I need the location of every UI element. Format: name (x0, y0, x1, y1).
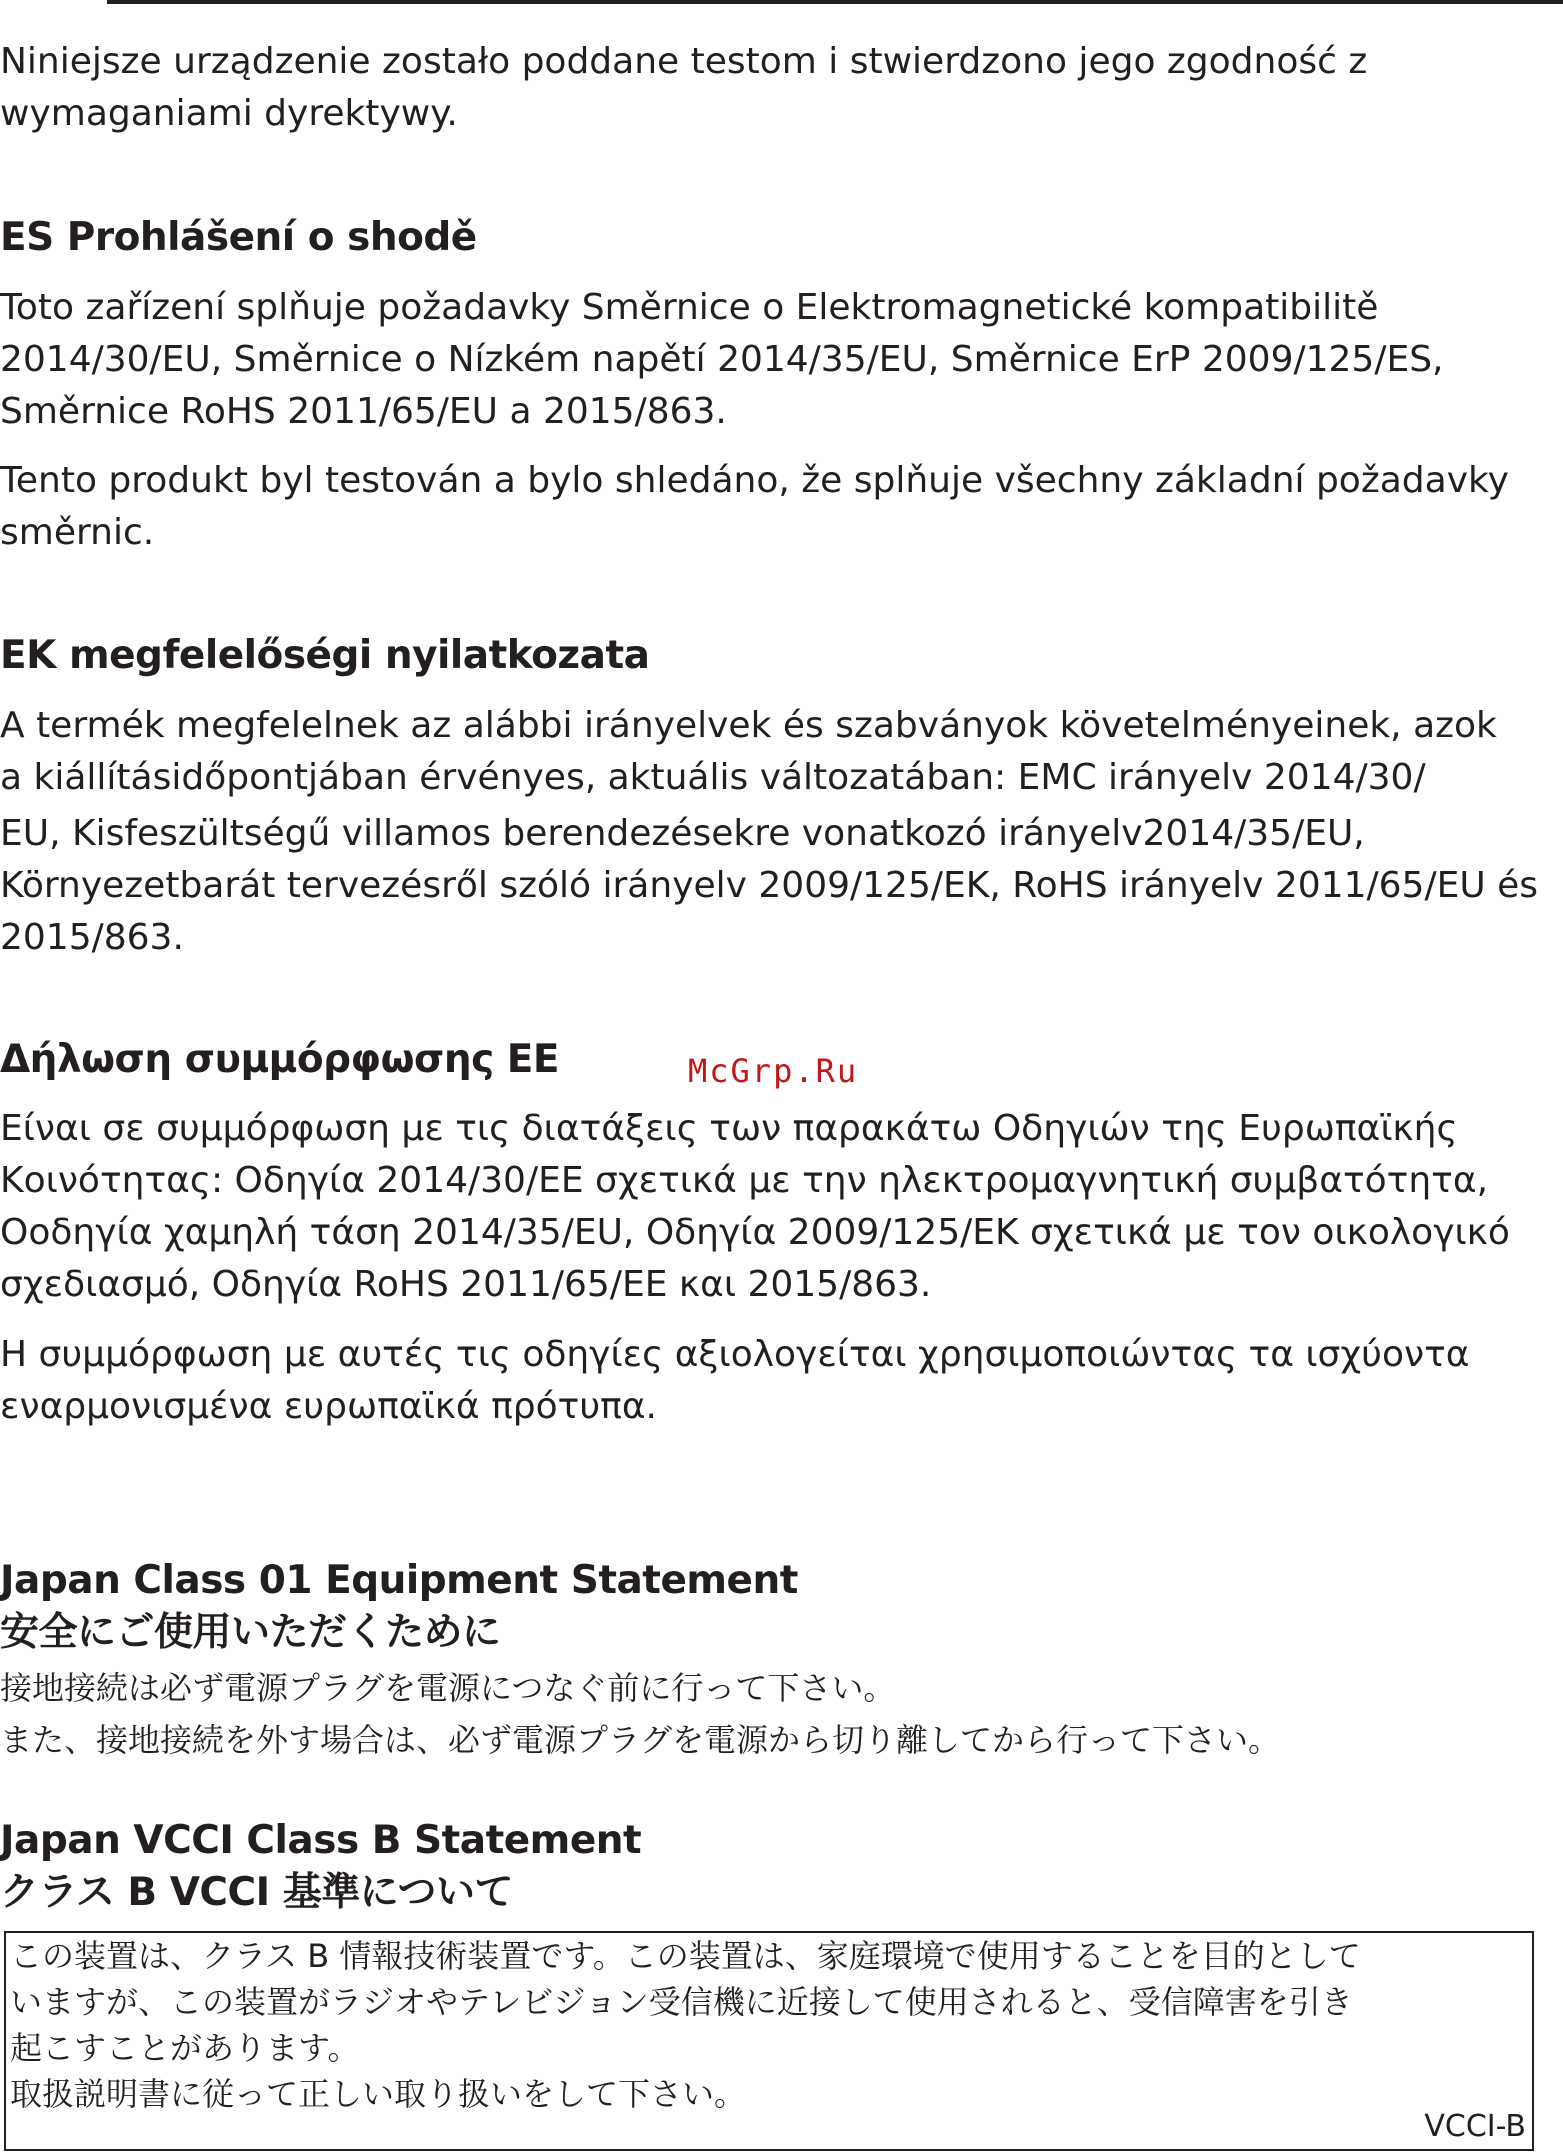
text-line: A termék megfelelnek az alábbi irányelvek és szabványok követelményeinek, azok (0, 705, 1497, 746)
text-line: Οοδηγία χαμηλή τάση 2014/35/EU, Οδηγία 2009/125/ΕΚ σχετικά με τον οικολογικό (0, 1212, 1510, 1253)
text-line: EU, Kisfeszültségű villamos berendezésekre vonatkozó irányelv2014/35/EU, (0, 813, 1365, 854)
text-line: σχεδιασμό, Οδηγία RoHS 2011/65/ΕΕ και 2015/863. (0, 1264, 932, 1305)
text-line: 2014/30/EU, Směrnice o Nízkém napětí 2014/35/EU, Směrnice ErP 2009/125/ES, (0, 339, 1444, 380)
text-line: いますが、この装置がラジオやテレビジョン受信機に近接して使用されると、受信障害を引き (10, 1983, 1353, 2021)
text-line: Niniejsze urządzenie zostało poddane testom i stwierdzono jego zgodność z (0, 41, 1368, 82)
jp-class01-text (0, 1662, 1540, 1766)
top-rule (107, 0, 1563, 4)
text-line: Tento produkt byl testován a bylo shledáno, že splňuje všechny základní požadavky (0, 460, 1509, 501)
hu-section (0, 630, 1540, 682)
text-line: Κοινότητας: Οδηγία 2014/30/ΕΕ σχετικά με την ηλεκτρομαγνητική συμβατότητα, (0, 1160, 1489, 1201)
pl-paragraph (0, 36, 1540, 140)
section-heading-jp: クラス B VCCI 基準について (0, 1870, 513, 1915)
text-line: 取扱説明書に従って正しい取り扱いをして下さい。 (10, 2075, 747, 2113)
jp-class01-section (0, 1555, 1540, 1659)
vcci-b-tag: VCCI-B (1424, 2109, 1526, 2144)
el-paragraph-2 (0, 1329, 1540, 1433)
section-heading: Japan VCCI Class B Statement (0, 1818, 642, 1863)
cz-section (0, 212, 1540, 264)
text-line: この装置は、クラス B 情報技術装置です。この装置は、家庭環境で使用することを目的として (10, 1937, 1361, 1975)
text-line: また、接地接続を外す場合は、必ず電源プラグを電源から切り離してから行って下さい。 (0, 1721, 1281, 1759)
vcci-statement-box (4, 1931, 1534, 2151)
text-line: Toto zařízení splňuje požadavky Směrnice o Elektromagnetické kompatibilitě (0, 287, 1379, 328)
el-paragraph-1 (0, 1103, 1540, 1311)
text-line: směrnic. (0, 512, 155, 553)
section-heading: EK megfelelőségi nyilatkozata (0, 633, 650, 678)
text-line: 2015/863. (0, 917, 184, 958)
text-line: Směrnice RoHS 2011/65/EU a 2015/863. (0, 391, 727, 432)
section-heading-jp: 安全にご使用いただくために (0, 1610, 501, 1655)
text-line: 起こすことがあります。 (10, 2029, 360, 2067)
hu-paragraph-1 (0, 700, 1540, 964)
cz-paragraph-1 (0, 282, 1540, 438)
text-line: εναρμονισμένα ευρωπαϊκά πρότυπα. (0, 1386, 657, 1427)
section-heading: Japan Class 01 Equipment Statement (0, 1558, 798, 1603)
text-line: a kiállításidőpontjában érvényes, aktuális változatában: EMC irányelv 2014/30/ (0, 757, 1426, 798)
section-heading: Δήλωση συμμόρφωσης ΕΕ (0, 1037, 560, 1082)
text-line: Környezetbarát tervezésről szóló irányelv 2009/125/EK, RoHS irányelv 2011/65/EU és (0, 865, 1539, 906)
cz-paragraph-2 (0, 455, 1540, 559)
section-heading: ES Prohlášení o shodě (0, 215, 477, 260)
watermark: McGrp.Ru (688, 1052, 859, 1090)
text-line: wymaganiami dyrektywy. (0, 93, 458, 134)
text-line: Η συμμόρφωση με αυτές τις οδηγίες αξιολογείται χρησιμοποιώντας τα ισχύοντα (0, 1334, 1470, 1375)
jp-vcci-section (0, 1815, 1540, 1919)
text-line: 接地接続は必ず電源プラグを電源につなぐ前に行って下さい。 (0, 1669, 896, 1707)
text-line: Είναι σε συμμόρφωση με τις διατάξεις των παρακάτω Οδηγιών της Ευρωπαϊκής (0, 1108, 1458, 1149)
